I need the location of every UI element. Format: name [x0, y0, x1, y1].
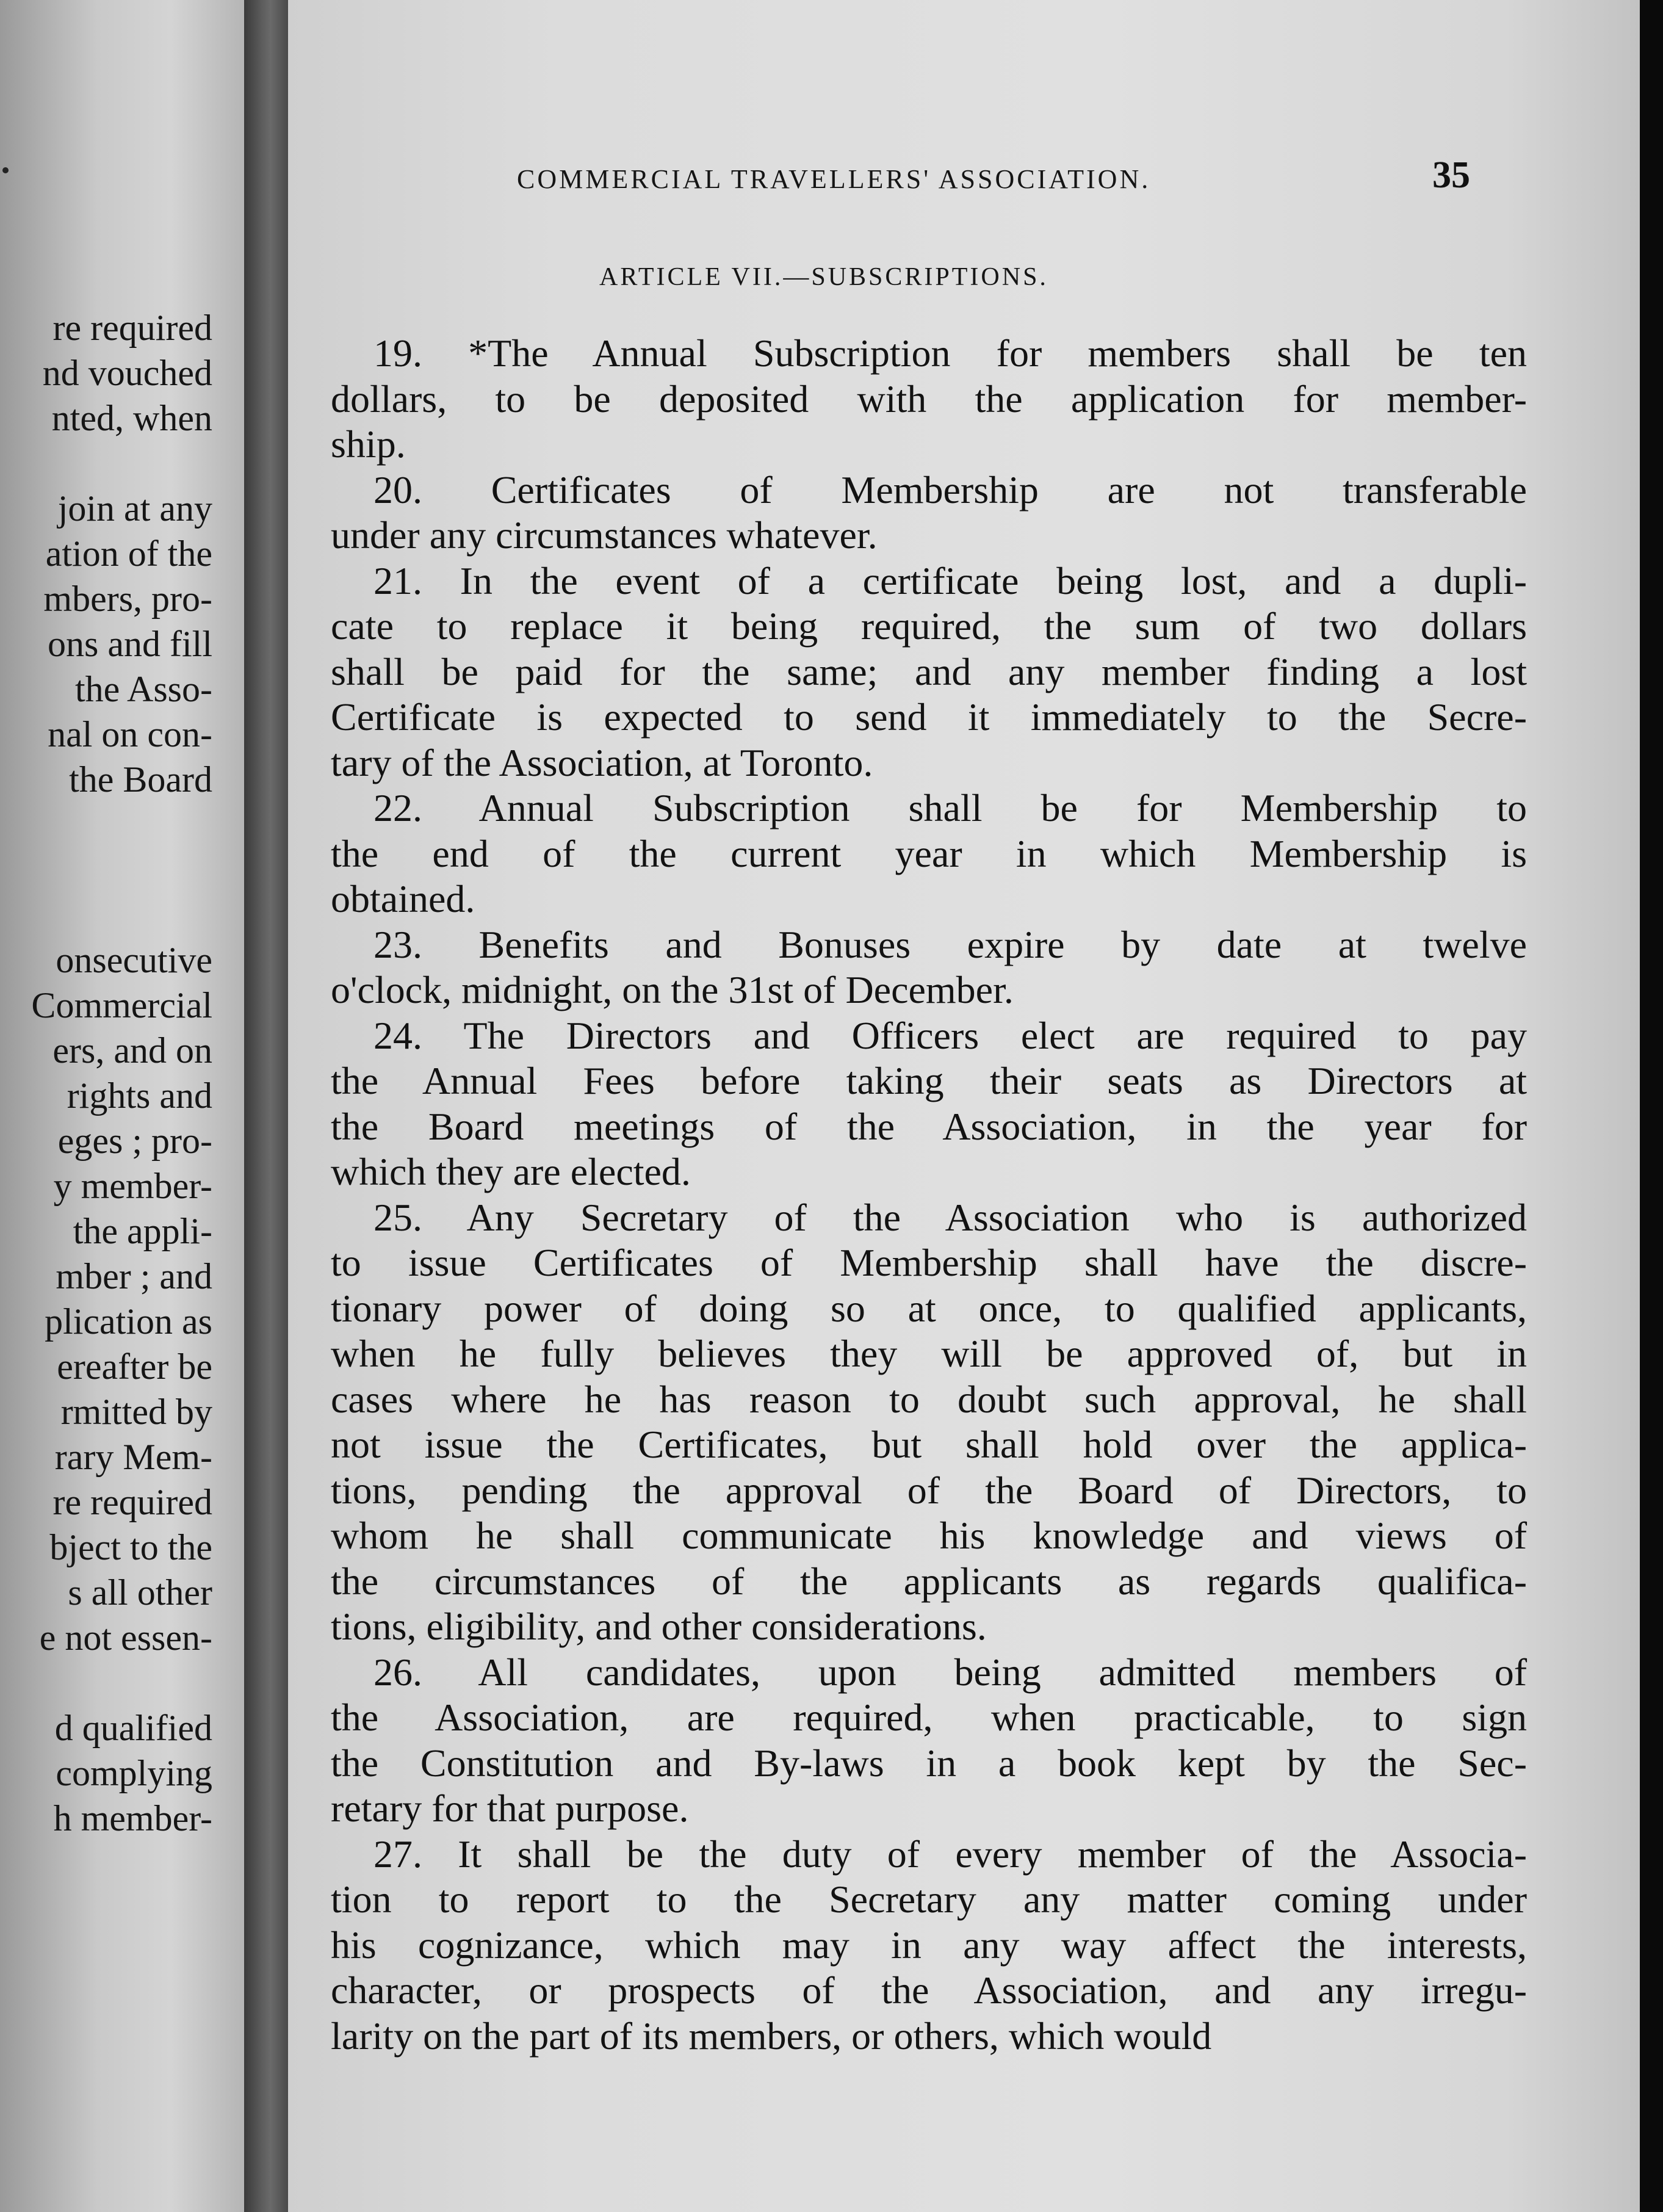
paragraph — [331, 558, 1527, 786]
text-line: the Annual Fees before taking their seats as Directors at — [331, 1059, 1527, 1102]
text-line: Certificate is expected to send it immediately to the Secre- — [331, 695, 1527, 739]
left-page-line: mber ; and — [56, 1256, 212, 1296]
paragraph — [331, 922, 1527, 1013]
left-page-line: the appli- — [73, 1211, 212, 1251]
left-page-line: bject to the — [49, 1527, 212, 1567]
left-page-line — [31, 802, 212, 847]
left-page-line: h member- — [53, 1798, 212, 1838]
text-line: to issue Certificates of Membership shall have the discre- — [331, 1241, 1527, 1284]
text-line: whom he shall communicate his knowledge and views of — [331, 1514, 1527, 1557]
left-page-line: complying — [56, 1753, 212, 1793]
text-line: 21. In the event of a certificate being lost, and a dupli- — [373, 558, 1527, 602]
page-body — [331, 331, 1527, 2059]
left-page-line: rary Mem- — [54, 1437, 212, 1477]
text-line: tions, eligibility, and other considerations. — [331, 1605, 987, 1648]
text-line: cate to replace it being required, the sum of two dollars — [331, 604, 1527, 648]
text-line: 25. Any Secretary of the Association who is authorized — [373, 1195, 1527, 1239]
text-line: 22. Annual Subscription shall be for Membership to — [373, 786, 1527, 830]
left-page-line: ereafter be — [57, 1346, 212, 1387]
paragraph — [331, 468, 1527, 558]
paragraph — [331, 331, 1527, 468]
left-page-line — [31, 441, 212, 486]
left-page-line: d qualified — [54, 1708, 212, 1748]
text-line: his cognizance, which may in any way affect the interests, — [331, 1923, 1527, 1967]
page-edge — [1640, 0, 1663, 2212]
left-page-line: ons and fill — [48, 624, 212, 664]
text-line: larity on the part of its members, or others, which would — [331, 2014, 1212, 2058]
left-page-line: nted, when — [51, 398, 212, 438]
text-line: the Board meetings of the Association, in the year for — [331, 1104, 1527, 1148]
text-line: the Association, are required, when practicable, to sign — [331, 1696, 1527, 1739]
left-page-line: re required — [52, 308, 212, 348]
article-heading: ARTICLE VII.—SUBSCRIPTIONS. — [599, 263, 1048, 291]
text-line: 19. *The Annual Subscription for members shall be ten — [373, 331, 1527, 375]
left-page-line: join at any — [57, 488, 212, 529]
text-line: the end of the current year in which Membership is — [331, 831, 1527, 875]
left-page-line: nal on con- — [48, 714, 212, 754]
left-page-line: plication as — [45, 1301, 212, 1342]
left-page-line: nd vouched — [42, 353, 212, 393]
text-line: tionary power of doing so at once, to qualified applicants, — [331, 1286, 1527, 1330]
left-page-line: Commercial — [31, 985, 212, 1025]
left-page-line: the Asso- — [75, 669, 212, 709]
left-page-line: re required — [52, 1482, 212, 1522]
text-line: dollars, to be deposited with the application for member- — [331, 377, 1527, 421]
left-page-line: s all other — [68, 1572, 212, 1613]
left-facing-page — [0, 0, 244, 2212]
text-line: 20. Certificates of Membership are not transferable — [373, 468, 1527, 511]
text-line: o'clock, midnight, on the 31st of December. — [331, 968, 1014, 1011]
running-head: COMMERCIAL TRAVELLERS' ASSOCIATION. — [517, 164, 1151, 194]
left-page-line: onsecutive — [56, 940, 212, 980]
text-line: under any circumstances whatever. — [331, 513, 878, 557]
paragraph — [331, 786, 1527, 922]
left-page-line — [31, 847, 212, 892]
text-line: ship. — [331, 422, 406, 466]
text-line: tion to report to the Secretary any matter coming under — [331, 1878, 1527, 1921]
right-page — [288, 0, 1640, 2212]
paragraph — [331, 1013, 1527, 1195]
left-page-line: ers, and on — [52, 1030, 212, 1071]
paragraph — [331, 1195, 1527, 1650]
text-line: shall be paid for the same; and any member finding a lost — [331, 649, 1527, 693]
left-page-line: rights and — [67, 1075, 212, 1116]
text-line: tions, pending the approval of the Board of Directors, to — [331, 1468, 1527, 1512]
text-line: obtained. — [331, 877, 475, 920]
left-page-line — [31, 892, 212, 938]
text-line: not issue the Certificates, but shall hold over the applica- — [331, 1423, 1527, 1466]
left-page-line: e not essen- — [39, 1617, 212, 1658]
left-page-line: eges ; pro- — [57, 1121, 212, 1161]
left-page-line — [31, 1660, 212, 1705]
left-page-line: ation of the — [45, 533, 212, 574]
text-line: character, or prospects of the Association, and any irregu- — [331, 1968, 1527, 2012]
paragraph — [331, 1650, 1527, 1832]
left-page-line: y member- — [53, 1166, 212, 1206]
text-line: 27. It shall be the duty of every member of the Associa- — [373, 1832, 1527, 1876]
text-line: retary for that purpose. — [331, 1787, 689, 1830]
paragraph — [331, 1832, 1527, 2059]
left-page-text — [31, 305, 212, 1841]
text-line: tary of the Association, at Toronto. — [331, 740, 873, 784]
text-line: the circumstances of the applicants as regards qualifica- — [331, 1559, 1527, 1603]
text-line: 26. All candidates, upon being admitted members of — [373, 1650, 1527, 1694]
text-line: which they are elected. — [331, 1150, 691, 1193]
left-page-line: mbers, pro- — [43, 579, 212, 619]
left-page-line: the Board — [69, 759, 212, 800]
text-line: when he fully believes they will be approved of, but in — [331, 1332, 1527, 1375]
page-number: 35 — [1432, 154, 1470, 196]
left-page-line: rmitted by — [60, 1392, 212, 1432]
stray-mark — [2, 167, 9, 173]
text-line: 23. Benefits and Bonuses expire by date at twelve — [373, 922, 1527, 966]
text-line: cases where he has reason to doubt such approval, he shall — [331, 1377, 1527, 1421]
book-gutter — [244, 0, 288, 2212]
text-line: the Constitution and By-laws in a book kept by the Sec- — [331, 1741, 1527, 1785]
text-line: 24. The Directors and Officers elect are required to pay — [373, 1013, 1527, 1057]
